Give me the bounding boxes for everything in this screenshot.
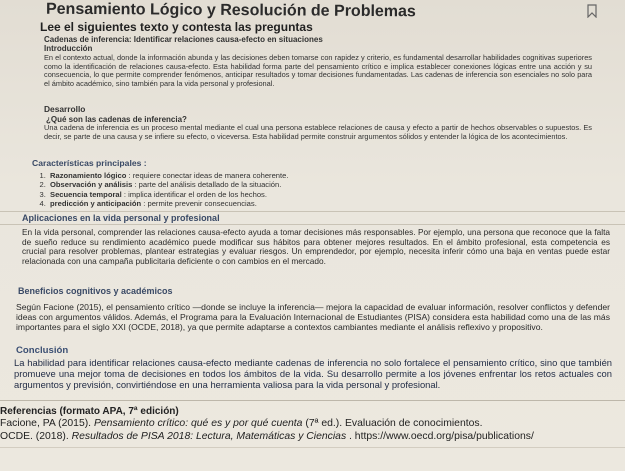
divider: [0, 400, 625, 401]
characteristics-heading: Características principales :: [32, 158, 147, 168]
subtitle: Lee el siguientes texto y contesta las preguntas: [40, 20, 313, 34]
divider: [0, 224, 625, 225]
page-title: Pensamiento Lógico y Resolución de Problemas: [45, 0, 416, 21]
list-item: 3. Secuencia temporal : implica identificar el orden de los hechos.: [48, 190, 388, 199]
bookmark-icon: [586, 4, 600, 18]
reference-item: Facione, PA (2015). Pensamiento crítico: qué es y por qué cuenta (7ª ed.). Evaluación de conocimientos.: [0, 418, 483, 429]
conclusion-heading: Conclusión: [16, 345, 69, 356]
list-item: 2. Observación y análisis : parte del análisis detallado de la situación.: [48, 180, 388, 189]
reference-item: OCDE. (2018). Resultados de PISA 2018: Lectura, Matemáticas y Ciencias . https://www.oecd.org/pisa/publications/: [0, 431, 534, 442]
question-heading: ¿Qué son las cadenas de inferencia?: [46, 115, 187, 124]
question-paragraph: Una cadena de inferencia es un proceso mental mediante el cual una persona establece relaciones de causa y efecto a partir de hechos observables o supuestos. Es decir, se parte de una causa y se infiere su efecto, o viceversa. Esta habilidad permite construir argumentos sólidos y entender la lógica de los acontecimientos.: [44, 123, 592, 141]
list-item: 4. predicción y anticipación : permite prevenir consecuencias.: [48, 199, 388, 208]
applications-paragraph: En la vida personal, comprender las relaciones causa-efecto ayuda a tomar decisiones más responsables. Por ejemplo, una persona que reconoce que la falta de sueño reduce su rendimiento académico puede modificar sus hábitos para obtener mejores resultados. En el ámbito profesional, esta competencia es crucial para resolver problemas, plantear estrategias y evaluar riesgos. Un emprendedor, por ejemplo, necesita inferir cómo una baja en ventas puede estar relacionada con una campaña publicitaria deficiente o con cambios en el mercado.: [22, 227, 610, 266]
divider: [0, 447, 625, 448]
section-label: Cadenas de inferencia: Identificar relaciones causa-efecto en situaciones: [44, 35, 323, 44]
characteristics-list: [34, 171, 388, 209]
development-heading: Desarrollo: [44, 104, 86, 114]
benefits-heading: Beneficios cognitivos y académicos: [18, 286, 173, 296]
conclusion-paragraph: La habilidad para identificar relaciones causa-efecto mediante cadenas de inferencia no solo fortalece el pensamiento crítico, sino que también promueve una mejor toma de decisiones en todos los ámbitos de la vida. Su desarrollo permite a los jóvenes enfrentar los retos actuales con argumentos y previsión, convirtiéndose en una herramienta valiosa para la vida personal y profesional.: [14, 357, 612, 390]
divider: [0, 211, 625, 212]
applications-heading: Aplicaciones en la vida personal y profesional: [22, 213, 220, 223]
intro-heading: Introducción: [44, 44, 93, 53]
list-item: 1. Razonamiento lógico : requiere conectar ideas de manera coherente.: [48, 171, 388, 180]
benefits-paragraph: Según Facione (2015), el pensamiento crítico —donde se incluye la inferencia— mejora la capacidad de evaluar información, resolver conflictos y defender ideas con argumentos válidos. Además, el Programa para la Evaluación Internacional de Estudiantes (PISA) considera esta habilidad como una de las más importantes para el siglo XXI (OCDE, 2018), ya que permite adaptarse a contextos cambiantes mediante el análisis reflexivo y propositivo.: [16, 302, 610, 332]
references-heading: Referencias (formato APA, 7ª edición): [0, 406, 179, 417]
intro-paragraph: En el contexto actual, donde la información abunda y las decisiones deben tomarse con rapidez y criterio, es fundamental desarrollar habilidades cognitivas superiores como la identificación de relaciones causa-efecto. Esta habilidad forma parte del pensamiento crítico e implica establecer conexiones lógicas entre una acción y su consecuencia, lo que permite comprender fenómenos, anticipar resultados y tomar decisiones fundamentadas. Las cadenas de inferencia son esenciales no solo para el ámbito académico, sino también para la vida personal y profesional.: [44, 53, 592, 88]
